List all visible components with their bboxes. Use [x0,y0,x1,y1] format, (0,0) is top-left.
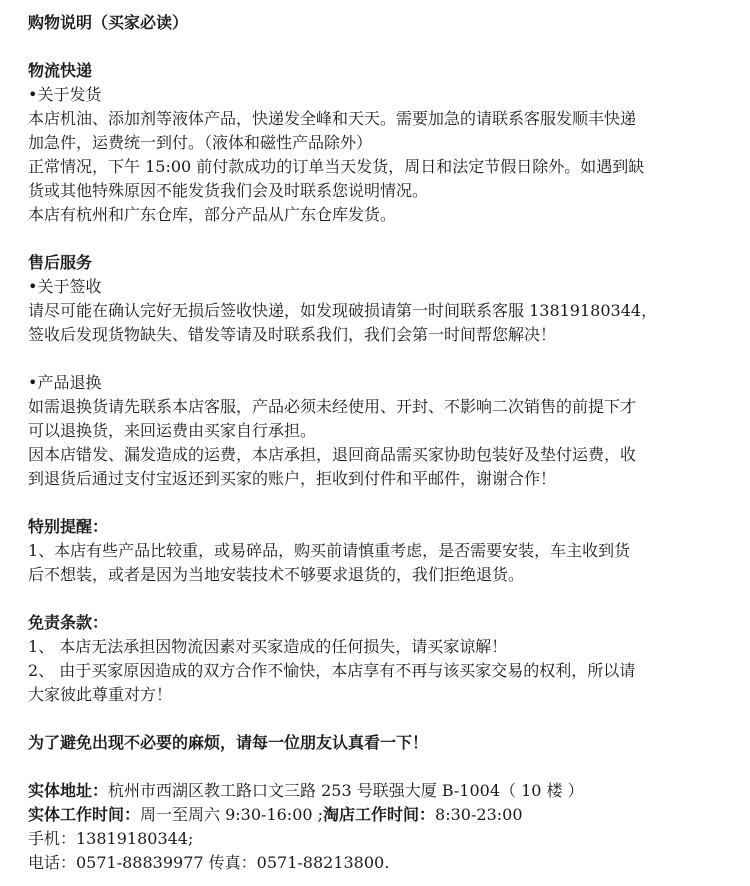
document-title: 购物说明（买家必读） [28,13,189,32]
disclaimer-line: 1、 本店无法承担因物流因素对买家造成的任何损失，请买家谅解！ [28,637,508,656]
spacer [28,755,728,779]
spacer [28,491,728,515]
return-line: 如需退换货请先联系本店客服，产品必须未经使用、开封、不影响二次销售的前提下才 [28,397,637,416]
logistics-line: 加急件，运费统一到付。（液体和磁性产品除外） [28,133,373,152]
sign-line: 签收后发现货物缺失、错发等请及时联系我们，我们会第一时间帮您解决！ [28,325,557,344]
reminder-line: 后不想装，或者是因为当地安装技术不够要求退货的，我们拒绝退货。 [28,565,525,584]
reminder-heading: 特别提醒： [28,517,109,536]
address-row [28,779,728,803]
return-line: 可以退换货，来回运费由买家自行承担。 [28,421,317,440]
spacer [28,227,728,251]
hours-row [28,803,728,827]
taobao-hours-value: 8:30-23:00 [435,805,523,824]
tel-fax-row: 电话：0571-88839977 传真：0571-88213800. [28,853,390,872]
taobao-hours-label: 淘店工作时间： [323,805,436,824]
address-value: 杭州市西湖区教工路口文三路 253 号联强大厦 B-1004（ 10 楼 ） [108,781,584,800]
logistics-line: 货或其他特殊原因不能发货我们会及时联系您说明情况。 [28,181,429,200]
sign-line: 请尽可能在确认完好无损后签收快递，如发现破损请第一时间联系客服 13819180344， [28,301,658,320]
spacer [28,35,728,59]
spacer [28,707,728,731]
logistics-bullet: •关于发货 [28,85,102,104]
after-sales-heading: 售后服务 [28,253,93,272]
phone-row: 手机：13819180344; [28,829,194,848]
shopping-instructions-document [28,11,728,875]
address-label: 实体地址： [28,781,109,800]
logistics-heading: 物流快递 [28,61,93,80]
logistics-line: 本店机油、添加剂等液体产品，快递发全峰和天天。需要加急的请联系客服发顺丰快递 [28,109,637,128]
notice-text: 为了避免出现不必要的麻烦，请每一位朋友认真看一下！ [28,733,429,752]
reminder-line: 1、本店有些产品比较重，或易碎品，购买前请慎重考虑，是否需要安装，车主收到货 [28,541,631,560]
return-bullet: •产品退换 [28,373,102,392]
spacer [28,587,728,611]
logistics-line: 正常情况，下午 15:00 前付款成功的订单当天发货，周日和法定节假日除外。如遇到缺 [28,157,645,176]
return-line: 因本店错发、漏发造成的运费，本店承担，退回商品需买家协助包装好及垫付运费，收 [28,445,637,464]
spacer [28,347,728,371]
hours-value: 周一至周六 9:30-16:00 ; [140,805,324,824]
disclaimer-line: 大家彼此尊重对方！ [28,685,173,704]
hours-label: 实体工作时间： [28,805,141,824]
sign-bullet: •关于签收 [28,277,102,296]
logistics-line: 本店有杭州和广东仓库，部分产品从广东仓库发货。 [28,205,397,224]
disclaimer-line: 2、 由于买家原因造成的双方合作不愉快，本店享有不再与该买家交易的权利，所以请 [28,661,636,680]
return-line: 到退货后通过支付宝返还到买家的账户，拒收到付件和平邮件，谢谢合作！ [28,469,557,488]
disclaimer-heading: 免责条款： [28,613,109,632]
